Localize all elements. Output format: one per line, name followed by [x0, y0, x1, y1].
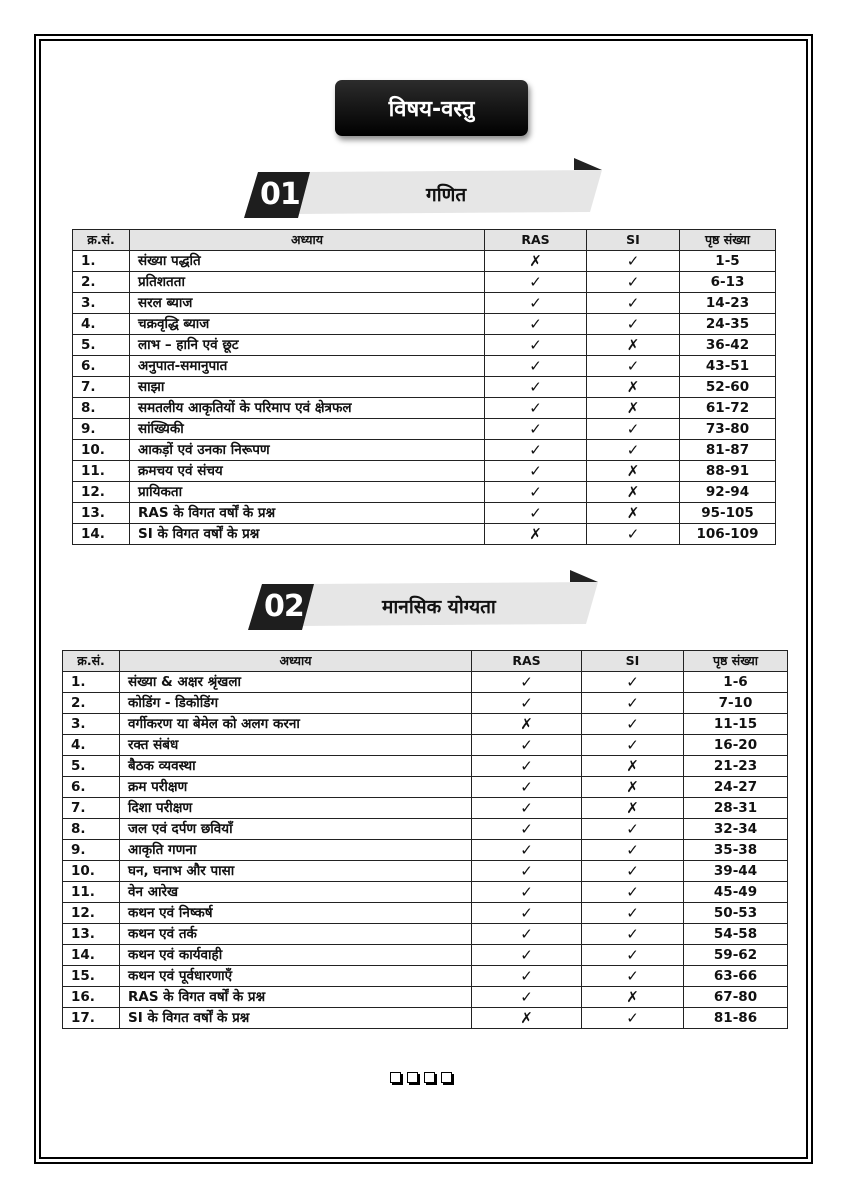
row-page-range: 36-42 [680, 335, 776, 356]
row-page-range: 1-6 [684, 672, 788, 693]
row-si-mark: ✓ [587, 440, 680, 461]
row-serial: 9. [63, 840, 120, 861]
section-number: 02 [264, 589, 304, 624]
row-page-range: 32-34 [684, 819, 788, 840]
row-serial: 4. [63, 735, 120, 756]
table-row [63, 819, 788, 840]
row-si-mark: ✓ [582, 924, 684, 945]
table-row [63, 966, 788, 987]
row-page-range: 92-94 [680, 482, 776, 503]
row-chapter: कथन एवं तर्क [120, 924, 472, 945]
row-page-range: 24-35 [680, 314, 776, 335]
row-serial: 1. [63, 672, 120, 693]
row-serial: 12. [63, 903, 120, 924]
row-serial: 7. [73, 377, 130, 398]
table-row [73, 461, 776, 482]
table-row [63, 777, 788, 798]
row-si-mark: ✗ [587, 335, 680, 356]
table-row [63, 924, 788, 945]
row-si-mark: ✗ [587, 398, 680, 419]
row-chapter: क्रम परीक्षण [120, 777, 472, 798]
table-row [73, 503, 776, 524]
row-chapter: कोडिंग - डिकोडिंग [120, 693, 472, 714]
row-page-range: 24-27 [684, 777, 788, 798]
square-icon [407, 1072, 418, 1083]
row-chapter: SI के विगत वर्षों के प्रश्न [130, 524, 485, 545]
row-si-mark: ✓ [587, 251, 680, 272]
row-ras-mark: ✓ [485, 398, 587, 419]
row-ras-mark: ✓ [485, 314, 587, 335]
row-page-range: 54-58 [684, 924, 788, 945]
header-sn: क्र.सं. [73, 230, 130, 251]
row-ras-mark: ✓ [472, 924, 582, 945]
row-ras-mark: ✓ [485, 440, 587, 461]
table-row [73, 419, 776, 440]
row-ras-mark: ✓ [485, 377, 587, 398]
row-chapter: चक्रवृद्धि ब्याज [130, 314, 485, 335]
row-si-mark: ✗ [582, 777, 684, 798]
row-page-range: 50-53 [684, 903, 788, 924]
row-si-mark: ✓ [582, 882, 684, 903]
row-ras-mark: ✗ [472, 714, 582, 735]
row-page-range: 61-72 [680, 398, 776, 419]
row-page-range: 1-5 [680, 251, 776, 272]
row-chapter: कथन एवं कार्यवाही [120, 945, 472, 966]
table-row [73, 356, 776, 377]
row-chapter: दिशा परीक्षण [120, 798, 472, 819]
row-ras-mark: ✓ [485, 482, 587, 503]
row-ras-mark: ✓ [485, 335, 587, 356]
table-row [63, 903, 788, 924]
table-header-row [63, 651, 788, 672]
row-chapter: रक्त संबंध [120, 735, 472, 756]
table-row [63, 945, 788, 966]
row-serial: 4. [73, 314, 130, 335]
header-sn: क्र.सं. [63, 651, 120, 672]
row-page-range: 81-86 [684, 1008, 788, 1029]
row-chapter: लाभ – हानि एवं छूट [130, 335, 485, 356]
table-row [63, 1008, 788, 1029]
header-page: पृष्ठ संख्या [684, 651, 788, 672]
footer-ornament [390, 1072, 460, 1086]
page-title: विषय-वस्तु [335, 80, 528, 136]
row-si-mark: ✓ [587, 419, 680, 440]
row-ras-mark: ✓ [485, 419, 587, 440]
header-si: SI [582, 651, 684, 672]
row-ras-mark: ✓ [485, 272, 587, 293]
row-chapter: घन, घनाभ और पासा [120, 861, 472, 882]
row-ras-mark: ✓ [472, 987, 582, 1008]
row-chapter: कथन एवं निष्कर्ष [120, 903, 472, 924]
row-page-range: 45-49 [684, 882, 788, 903]
row-serial: 8. [63, 819, 120, 840]
row-serial: 3. [73, 293, 130, 314]
row-si-mark: ✓ [587, 524, 680, 545]
row-page-range: 7-10 [684, 693, 788, 714]
row-serial: 11. [63, 882, 120, 903]
row-page-range: 106-109 [680, 524, 776, 545]
table-row [63, 672, 788, 693]
row-serial: 5. [73, 335, 130, 356]
row-chapter: संख्या पद्धति [130, 251, 485, 272]
row-ras-mark: ✓ [472, 672, 582, 693]
row-si-mark: ✗ [587, 503, 680, 524]
row-si-mark: ✓ [587, 272, 680, 293]
square-icon [390, 1072, 401, 1083]
row-ras-mark: ✗ [485, 524, 587, 545]
row-page-range: 11-15 [684, 714, 788, 735]
header-ras: RAS [472, 651, 582, 672]
row-ras-mark: ✗ [472, 1008, 582, 1029]
row-si-mark: ✓ [582, 945, 684, 966]
row-page-range: 95-105 [680, 503, 776, 524]
row-chapter: आकृति गणना [120, 840, 472, 861]
row-ras-mark: ✓ [485, 461, 587, 482]
row-page-range: 52-60 [680, 377, 776, 398]
row-page-range: 88-91 [680, 461, 776, 482]
row-serial: 7. [63, 798, 120, 819]
toc-table-1 [72, 229, 776, 545]
row-si-mark: ✓ [582, 1008, 684, 1029]
row-si-mark: ✗ [587, 461, 680, 482]
row-serial: 10. [63, 861, 120, 882]
table-row [63, 693, 788, 714]
row-si-mark: ✓ [582, 819, 684, 840]
row-serial: 13. [73, 503, 130, 524]
row-chapter: संख्या & अक्षर श्रृंखला [120, 672, 472, 693]
row-chapter: जल एवं दर्पण छवियाँ [120, 819, 472, 840]
header-si: SI [587, 230, 680, 251]
row-ras-mark: ✗ [485, 251, 587, 272]
table-row [73, 314, 776, 335]
row-chapter: समतलीय आकृतियों के परिमाप एवं क्षेत्रफल [130, 398, 485, 419]
row-chapter: वेन आरेख [120, 882, 472, 903]
row-serial: 11. [73, 461, 130, 482]
row-page-range: 6-13 [680, 272, 776, 293]
row-chapter: RAS के विगत वर्षों के प्रश्न [120, 987, 472, 1008]
row-si-mark: ✓ [587, 314, 680, 335]
row-chapter: अनुपात-समानुपात [130, 356, 485, 377]
row-page-range: 14-23 [680, 293, 776, 314]
row-serial: 8. [73, 398, 130, 419]
row-chapter: क्रमचय एवं संचय [130, 461, 485, 482]
row-ras-mark: ✓ [472, 693, 582, 714]
row-si-mark: ✓ [582, 861, 684, 882]
table-row [73, 335, 776, 356]
row-page-range: 73-80 [680, 419, 776, 440]
row-si-mark: ✗ [582, 798, 684, 819]
row-page-range: 43-51 [680, 356, 776, 377]
row-ras-mark: ✓ [472, 735, 582, 756]
row-serial: 1. [73, 251, 130, 272]
row-serial: 12. [73, 482, 130, 503]
row-chapter: बैठक व्यवस्था [120, 756, 472, 777]
table-row [73, 293, 776, 314]
toc-table-2 [62, 650, 788, 1029]
row-ras-mark: ✓ [485, 293, 587, 314]
row-serial: 6. [63, 777, 120, 798]
row-si-mark: ✓ [582, 735, 684, 756]
section-banner-1 [244, 158, 606, 220]
table-row [63, 735, 788, 756]
row-page-range: 28-31 [684, 798, 788, 819]
row-page-range: 16-20 [684, 735, 788, 756]
row-serial: 9. [73, 419, 130, 440]
row-ras-mark: ✓ [472, 861, 582, 882]
section-banner-2 [248, 570, 610, 632]
row-si-mark: ✓ [582, 672, 684, 693]
row-si-mark: ✗ [582, 987, 684, 1008]
row-page-range: 59-62 [684, 945, 788, 966]
row-si-mark: ✓ [582, 903, 684, 924]
table-row [63, 861, 788, 882]
table-row [73, 440, 776, 461]
row-ras-mark: ✓ [472, 903, 582, 924]
row-ras-mark: ✓ [485, 503, 587, 524]
row-si-mark: ✗ [582, 756, 684, 777]
table-row [73, 272, 776, 293]
row-ras-mark: ✓ [485, 356, 587, 377]
table-header-row [73, 230, 776, 251]
header-chapter: अध्याय [120, 651, 472, 672]
row-si-mark: ✓ [582, 714, 684, 735]
table-row [73, 377, 776, 398]
row-ras-mark: ✓ [472, 945, 582, 966]
row-chapter: प्रायिकता [130, 482, 485, 503]
row-page-range: 39-44 [684, 861, 788, 882]
row-ras-mark: ✓ [472, 798, 582, 819]
row-ras-mark: ✓ [472, 777, 582, 798]
row-chapter: RAS के विगत वर्षों के प्रश्न [130, 503, 485, 524]
row-si-mark: ✓ [587, 293, 680, 314]
row-si-mark: ✓ [582, 966, 684, 987]
square-icon [424, 1072, 435, 1083]
row-serial: 2. [63, 693, 120, 714]
row-serial: 16. [63, 987, 120, 1008]
header-chapter: अध्याय [130, 230, 485, 251]
row-serial: 13. [63, 924, 120, 945]
row-page-range: 63-66 [684, 966, 788, 987]
section-title: मानसिक योग्यता [382, 596, 496, 618]
row-ras-mark: ✓ [472, 840, 582, 861]
table-row [73, 524, 776, 545]
row-chapter: सांख्यिकी [130, 419, 485, 440]
row-page-range: 67-80 [684, 987, 788, 1008]
row-ras-mark: ✓ [472, 966, 582, 987]
row-serial: 14. [63, 945, 120, 966]
row-page-range: 81-87 [680, 440, 776, 461]
row-si-mark: ✓ [587, 356, 680, 377]
table-row [73, 398, 776, 419]
row-serial: 3. [63, 714, 120, 735]
row-ras-mark: ✓ [472, 882, 582, 903]
row-ras-mark: ✓ [472, 819, 582, 840]
row-chapter: प्रतिशतता [130, 272, 485, 293]
row-si-mark: ✗ [587, 377, 680, 398]
row-chapter: वर्गीकरण या बेमेल को अलग करना [120, 714, 472, 735]
row-chapter: आकड़ों एवं उनका निरूपण [130, 440, 485, 461]
row-serial: 2. [73, 272, 130, 293]
row-chapter: साझा [130, 377, 485, 398]
row-chapter: SI के विगत वर्षों के प्रश्न [120, 1008, 472, 1029]
row-page-range: 35-38 [684, 840, 788, 861]
table-row [63, 987, 788, 1008]
table-row [63, 756, 788, 777]
header-ras: RAS [485, 230, 587, 251]
row-serial: 10. [73, 440, 130, 461]
row-serial: 17. [63, 1008, 120, 1029]
row-serial: 15. [63, 966, 120, 987]
table-row [73, 482, 776, 503]
header-page: पृष्ठ संख्या [680, 230, 776, 251]
section-title: गणित [426, 184, 467, 206]
row-ras-mark: ✓ [472, 756, 582, 777]
row-serial: 5. [63, 756, 120, 777]
table-row [63, 714, 788, 735]
table-row [63, 882, 788, 903]
row-serial: 14. [73, 524, 130, 545]
square-icon [441, 1072, 452, 1083]
row-si-mark: ✗ [587, 482, 680, 503]
table-row [73, 251, 776, 272]
row-si-mark: ✓ [582, 840, 684, 861]
row-chapter: कथन एवं पूर्वधारणाएँ [120, 966, 472, 987]
row-si-mark: ✓ [582, 693, 684, 714]
section-number: 01 [260, 177, 300, 212]
row-page-range: 21-23 [684, 756, 788, 777]
row-chapter: सरल ब्याज [130, 293, 485, 314]
table-row [63, 840, 788, 861]
row-serial: 6. [73, 356, 130, 377]
table-row [63, 798, 788, 819]
